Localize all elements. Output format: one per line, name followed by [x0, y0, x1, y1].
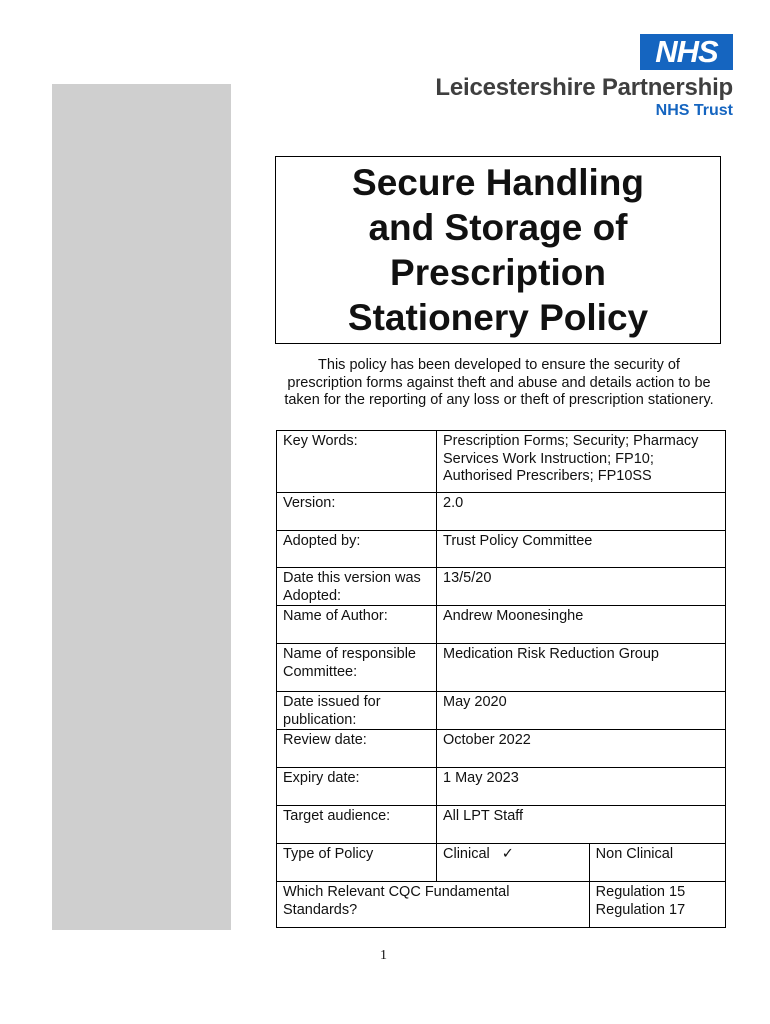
key-words-value: Prescription Forms; Security; Pharmacy Services Work Instruction; FP10; Authorised Prescribers; FP10SS	[437, 431, 726, 493]
key-words-label: Key Words:	[277, 431, 437, 493]
title-box	[275, 156, 721, 344]
page-number: 1	[380, 948, 387, 963]
table-row	[277, 768, 726, 806]
table-row	[277, 531, 726, 568]
review-date-value: October 2022	[437, 730, 726, 768]
table-row	[277, 844, 726, 882]
committee-label: Name of responsible Committee:	[277, 644, 437, 692]
type-of-policy-label: Type of Policy	[277, 844, 437, 882]
table-row	[277, 806, 726, 844]
committee-value: Medication Risk Reduction Group	[437, 644, 726, 692]
table-row	[277, 692, 726, 730]
target-audience-value: All LPT Staff	[437, 806, 726, 844]
table-row	[277, 493, 726, 531]
adopted-by-value: Trust Policy Committee	[437, 531, 726, 568]
org-subtitle: NHS Trust	[655, 102, 733, 119]
expiry-date-value: 1 May 2023	[437, 768, 726, 806]
org-name: Leicestershire Partnership	[435, 74, 733, 101]
author-label: Name of Author:	[277, 606, 437, 644]
table-row	[277, 431, 726, 493]
document-title: Secure Handling and Storage of Prescription Stationery Policy	[347, 162, 649, 338]
type-non-clinical-label: Non Clinical	[589, 844, 725, 882]
policy-details-table	[276, 430, 726, 928]
cqc-standards-label: Which Relevant CQC Fundamental Standards?	[277, 882, 590, 928]
type-clinical-cell	[437, 844, 590, 882]
target-audience-label: Target audience:	[277, 806, 437, 844]
author-value: Andrew Moonesinghe	[437, 606, 726, 644]
cqc-regulation-15: Regulation 15	[595, 884, 686, 900]
nhs-logo: NHS	[640, 34, 733, 70]
table-row	[277, 730, 726, 768]
table-row	[277, 568, 726, 606]
version-value: 2.0	[437, 493, 726, 531]
date-issued-label: Date issued for publication:	[277, 692, 437, 730]
intro-text: This policy has been developed to ensure the security of prescription forms against theft and abuse and details action to be taken for the reporting of any loss or theft of prescription stationery.	[284, 357, 714, 408]
expiry-date-label: Expiry date:	[277, 768, 437, 806]
check-icon: ✓	[501, 846, 514, 862]
cqc-regulation-17: Regulation 17	[595, 901, 686, 918]
table-row	[277, 606, 726, 644]
type-clinical-label: Clinical	[443, 846, 490, 862]
review-date-label: Review date:	[277, 730, 437, 768]
date-issued-value: May 2020	[437, 692, 726, 730]
cqc-standards-value	[589, 882, 725, 928]
date-adopted-value: 13/5/20	[437, 568, 726, 606]
adopted-by-label: Adopted by:	[277, 531, 437, 568]
version-label: Version:	[277, 493, 437, 531]
sidebar-panel	[52, 84, 231, 930]
table-row	[277, 644, 726, 692]
date-adopted-label: Date this version was Adopted:	[277, 568, 437, 606]
table-row	[277, 882, 726, 928]
